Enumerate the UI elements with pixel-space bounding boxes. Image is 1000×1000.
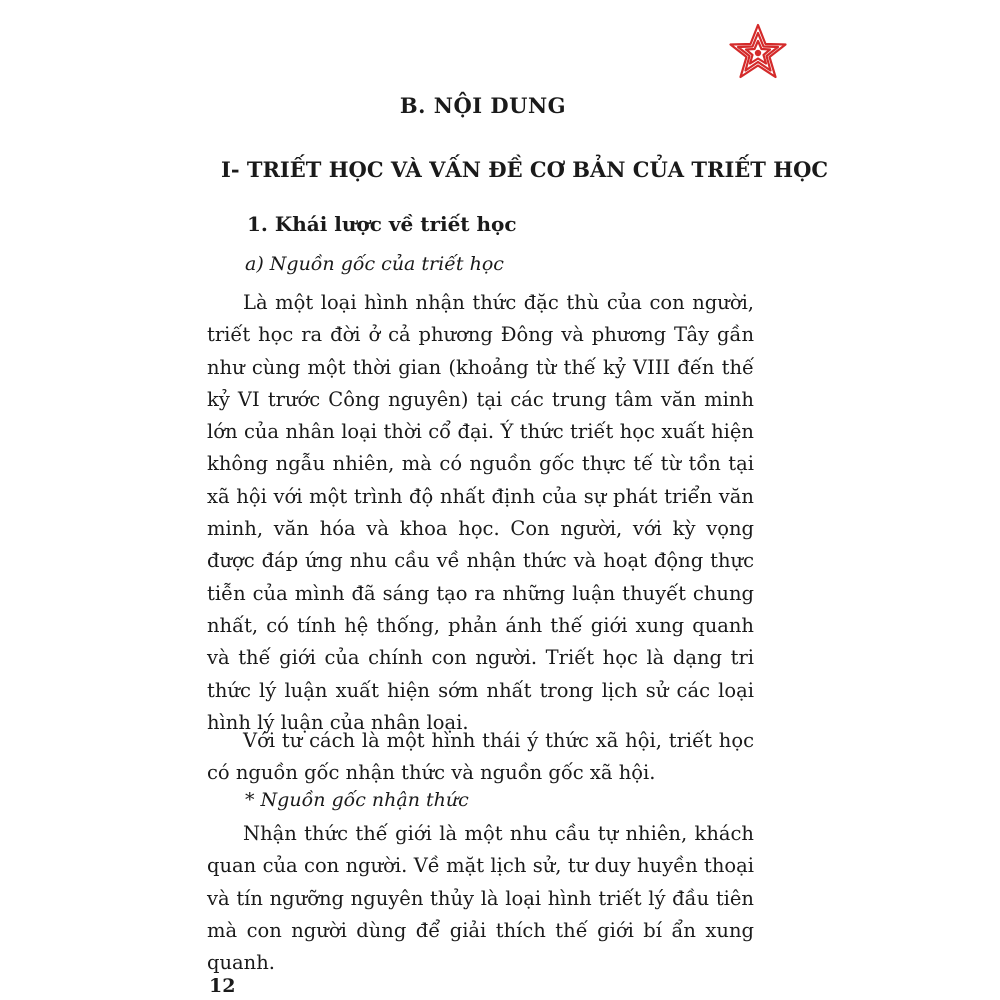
paragraph-3-text: Nhận thức thế giới là một nhu cầu tự nhiên, khách quan của con người. Về mặt lịch sử, tư duy huyền thoại và tín ngưỡng nguyên thủy là loại hình triết lý đầu tiên mà con người dùng để giải thích thế giới bí ẩn xung quanh. xyxy=(207,822,754,975)
subsection-1-heading: 1. Khái lược về triết học xyxy=(247,212,517,236)
red-star-emblem-icon xyxy=(727,22,789,84)
paragraph-3 xyxy=(207,818,754,979)
paragraph-1-text: Là một loại hình nhận thức đặc thù của con người, triết học ra đời ở cả phương Đông và phương Tây gần như cùng một thời gian (khoảng từ thế kỷ VIII đến thế kỷ VI trước Công nguyên) tại các trung tâm văn minh lớn của nhân loại thời cổ đại. Ý thức triết học xuất hiện không ngẫu nhiên, mà có nguồn gốc thực tế từ tồn tại xã hội với một trình độ nhất định của sự phát triển văn minh, văn hóa và khoa học. Con người, với kỳ vọng được đáp ứng nhu cầu về nhận thức và hoạt động thực tiễn của mình đã sáng tạo ra những luận thuyết chung nhất, có tính hệ thống, phản ánh thế giới xung quanh và thế giới của chính con người. Triết học là dạng tri thức lý luận xuất hiện sớm nhất trong lịch sử các loại hình lý luận của nhân loại. xyxy=(207,291,754,734)
page-number: 12 xyxy=(209,975,236,997)
section-i-heading: I- TRIẾT HỌC VÀ VẤN ĐỀ CƠ BẢN CỦA TRIẾT HỌC xyxy=(221,157,829,182)
subsection-a-heading: a) Nguồn gốc của triết học xyxy=(245,253,504,275)
paragraph-1 xyxy=(207,287,754,739)
paragraph-2 xyxy=(207,725,754,790)
cognitive-origin-subheading: * Nguồn gốc nhận thức xyxy=(245,789,469,811)
paragraph-2-text: Với tư cách là một hình thái ý thức xã hội, triết học có nguồn gốc nhận thức và nguồn gốc xã hội. xyxy=(207,729,754,785)
section-b-heading: B. NỘI DUNG xyxy=(399,93,567,118)
